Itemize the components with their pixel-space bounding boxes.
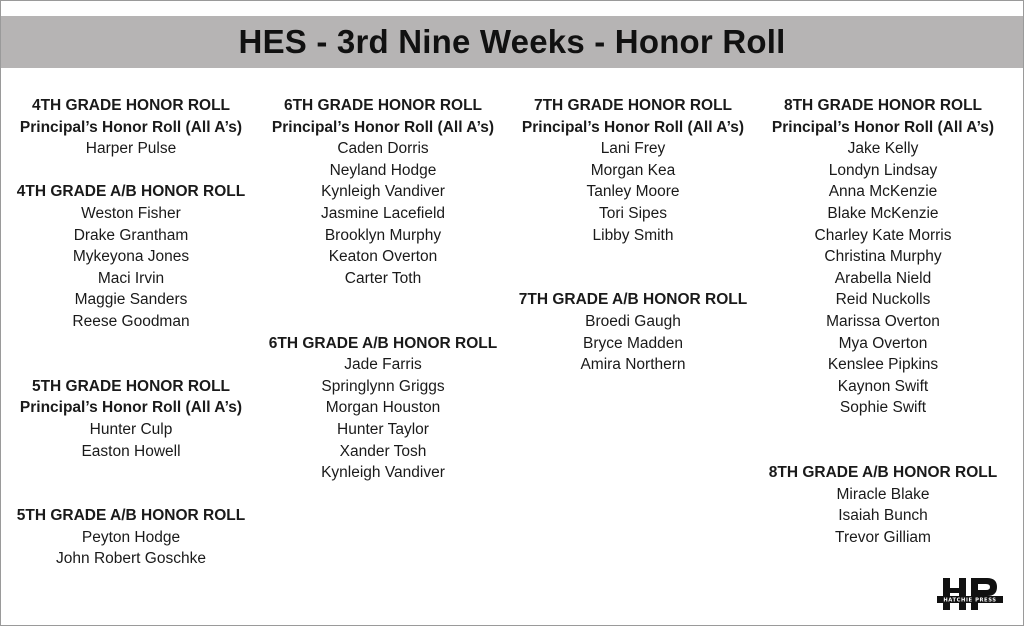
student-name: Carter Toth <box>344 269 422 287</box>
student-name: Morgan Houston <box>325 399 441 417</box>
section-4th-honor <box>6 95 256 160</box>
section-8th-ab <box>758 462 1008 548</box>
hatchie-press-logo-icon <box>937 574 1003 614</box>
student-name: Kynleigh Vandiver <box>321 464 445 482</box>
student-name: Jasmine Lacefield <box>320 204 446 222</box>
column-grade-8 <box>758 95 1008 548</box>
student-name: Keaton Overton <box>328 248 438 266</box>
section-subheading: Principal’s Honor Roll (All A’s) <box>271 118 495 136</box>
student-name: Mya Overton <box>838 334 928 352</box>
section-heading: 8TH GRADE A/B HONOR ROLL <box>768 464 998 482</box>
section-7th-ab <box>508 289 758 375</box>
student-name: Drake Grantham <box>73 226 189 244</box>
column-grades-4-5 <box>6 95 256 570</box>
section-4th-ab <box>6 181 256 332</box>
student-name: Maci Irvin <box>97 269 165 287</box>
student-name: Tanley Moore <box>586 183 680 201</box>
student-name: Tori Sipes <box>598 204 668 222</box>
student-name: John Robert Goschke <box>56 550 206 568</box>
student-name: Anna McKenzie <box>828 183 938 201</box>
student-name: Caden Dorris <box>337 140 429 158</box>
section-subheading: Principal’s Honor Roll (All A’s) <box>771 118 995 136</box>
student-name: Kynleigh Vandiver <box>321 183 445 201</box>
section-heading: 8TH GRADE HONOR ROLL <box>783 97 983 114</box>
student-name: Reese Goodman <box>72 312 190 330</box>
student-name: Hunter Culp <box>89 420 173 438</box>
section-6th-honor <box>258 95 508 289</box>
student-name: Isaiah Bunch <box>838 507 928 525</box>
section-6th-ab <box>258 333 508 484</box>
column-grade-6 <box>258 95 508 484</box>
student-name: Sophie Swift <box>839 399 927 417</box>
section-7th-honor <box>508 95 758 246</box>
student-name: Reid Nuckolls <box>835 291 931 309</box>
student-name: Kenslee Pipkins <box>827 356 939 374</box>
student-name: Morgan Kea <box>590 161 676 179</box>
student-name: Arabella Nield <box>834 269 932 287</box>
student-name: Miracle Blake <box>836 485 930 503</box>
student-name: Hunter Taylor <box>337 420 429 438</box>
student-name: Christina Murphy <box>824 248 942 266</box>
student-name: Springlynn Griggs <box>321 377 445 395</box>
student-name: Jade Farris <box>344 356 422 374</box>
section-subheading: Principal’s Honor Roll (All A’s) <box>19 399 243 417</box>
student-name: Marissa Overton <box>826 312 940 330</box>
student-name: Neyland Hodge <box>329 161 437 179</box>
section-8th-honor <box>758 95 1008 419</box>
section-heading: 7TH GRADE A/B HONOR ROLL <box>518 291 748 309</box>
section-heading: 5TH GRADE HONOR ROLL <box>31 377 231 395</box>
student-name: Brooklyn Murphy <box>324 226 442 244</box>
section-heading: 6TH GRADE A/B HONOR ROLL <box>268 334 498 352</box>
section-heading: 4TH GRADE A/B HONOR ROLL <box>16 183 246 201</box>
title-banner <box>1 16 1023 68</box>
section-5th-honor <box>6 376 256 462</box>
section-heading: 5TH GRADE A/B HONOR ROLL <box>16 507 246 525</box>
section-heading: 7TH GRADE HONOR ROLL <box>533 97 733 114</box>
student-name: Weston Fisher <box>81 204 181 222</box>
student-name: Blake McKenzie <box>827 204 939 222</box>
student-name: Xander Tosh <box>339 442 427 460</box>
student-name: Easton Howell <box>81 442 181 460</box>
student-name: Jake Kelly <box>847 140 919 158</box>
student-name: Charley Kate Morris <box>814 226 952 244</box>
student-name: Libby Smith <box>592 226 674 244</box>
student-name: Broedi Gaugh <box>585 312 681 330</box>
section-subheading: Principal’s Honor Roll (All A’s) <box>19 118 243 136</box>
student-name: Peyton Hodge <box>81 528 181 546</box>
column-grade-7 <box>508 95 758 376</box>
student-name: Maggie Sanders <box>74 291 188 309</box>
student-name: Trevor Gilliam <box>835 528 931 546</box>
section-5th-ab <box>6 505 256 570</box>
student-name: Lani Frey <box>600 140 666 158</box>
student-name: Harper Pulse <box>85 140 177 158</box>
student-name: Londyn Lindsay <box>828 161 938 179</box>
section-subheading: Principal’s Honor Roll (All A’s) <box>521 118 745 136</box>
page-title: HES - 3rd Nine Weeks - Honor Roll <box>238 23 786 60</box>
student-name: Mykeyona Jones <box>72 248 190 266</box>
student-name: Bryce Madden <box>583 334 683 352</box>
section-heading: 4TH GRADE HONOR ROLL <box>31 97 231 114</box>
section-heading: 6TH GRADE HONOR ROLL <box>283 97 483 114</box>
student-name: Kaynon Swift <box>837 377 929 395</box>
student-name: Amira Northern <box>580 356 686 374</box>
logo-caption: HATCHIE PRESS <box>943 597 997 604</box>
